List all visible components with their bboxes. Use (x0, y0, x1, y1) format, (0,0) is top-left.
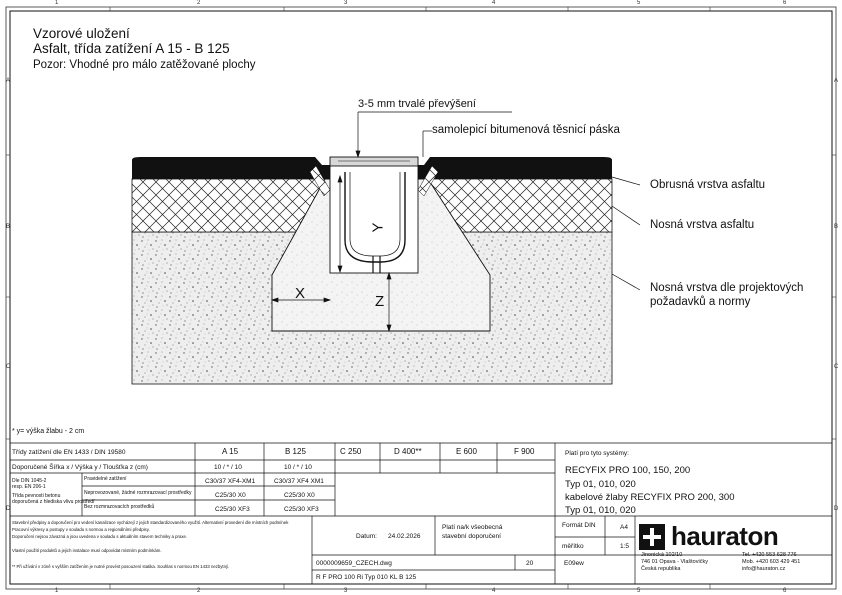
load-class: D 400** (394, 447, 422, 456)
concrete-value: C25/30 XF3 (284, 506, 319, 513)
concrete-row-label: Bez rozmrazovacích prostředků (84, 504, 155, 510)
load-class: B 125 (285, 447, 306, 456)
col-number: 5 (637, 588, 641, 594)
tape-label: samolepicí bitumenová těsnicí páska (432, 124, 620, 136)
part-name: R F PRO 100 Ri Typ 010 KL B 125 (316, 574, 417, 581)
norm-label: resp. EN 206-1 (12, 484, 46, 490)
load-class: F 900 (514, 447, 535, 456)
col-number: 5 (637, 0, 641, 6)
col-number: 3 (344, 0, 348, 6)
row-letter: B (6, 224, 11, 230)
concrete-value: C30/37 XF4-XM1 (205, 478, 256, 485)
mobile: Mob. +420 603 429 451 (742, 559, 801, 565)
row-letter: B (834, 224, 839, 230)
concrete-row-label: Pravidelné zatížení (84, 476, 127, 482)
col-number: 6 (783, 588, 787, 594)
address-line: Česká republika (641, 566, 681, 572)
concrete-row-label: Neprovozované, žádné rozmrazovací prostředky (84, 490, 192, 496)
legal-text: Doporučení nejsou závazná a jsou uvedena v souladu s aktuálním stavem techniky a praxe. (12, 534, 188, 539)
col-number: 4 (492, 588, 496, 594)
asphalt-wearing-left (132, 157, 330, 179)
load-row-label: Třídy zatížení dle EN 1433 / DIN 19580 (12, 449, 126, 456)
format-value: A4 (620, 524, 628, 531)
date-value: 24.02.2026 (388, 533, 421, 540)
dims-row-label: Doporučené Šířka x / Výška y / Tloušťka z (cm) (12, 464, 148, 471)
col-number: 3 (344, 588, 348, 594)
concrete-value: C25/30 X0 (284, 492, 315, 499)
subbase-label-line1: Nosná vrstva dle projektových (650, 282, 804, 294)
date-label: Datum: (356, 533, 377, 540)
dim-x-label: X (295, 285, 306, 302)
dim-y-label: Y (369, 222, 387, 233)
email: info@hauraton.cz (742, 566, 786, 572)
row-letter: C (834, 364, 839, 370)
concrete-value: C25/30 XF3 (215, 506, 250, 513)
system-item: Typ 01, 010, 020 (565, 479, 636, 490)
subbase-label-line2: požadavků a normy (650, 296, 751, 308)
edition: E09ew (564, 560, 584, 567)
legal-text: Pracovní výkresy a postupy v souladu s normou a regionálními předpisy. (12, 527, 150, 532)
sheet-count: 20 (526, 560, 534, 567)
address-line: 746 01 Opava - Vlaštovičky (641, 559, 708, 565)
wearing-layer-label: Obrusná vrstva asfaltu (650, 179, 766, 191)
drawing-note: Pozor: Vhodné pro málo zatěžované plochy (33, 59, 256, 71)
col-number: 2 (197, 588, 201, 594)
base-layer-label: Nosná vrstva asfaltu (650, 219, 755, 231)
dims-value: 10 / * / 10 (214, 464, 242, 471)
concrete-value: C30/37 XF4 XM1 (274, 478, 324, 485)
drawing-title: Vzorové uložení (33, 26, 130, 41)
row-letter: A (6, 78, 11, 84)
system-item: Typ 01, 010, 020 (565, 505, 636, 516)
systems-label: Platí pro tyto systémy: (565, 450, 629, 457)
norm-label: Dle DIN 1045-2 (12, 478, 47, 484)
concrete-label: doporučená z hlediska vlivu prostředí (12, 499, 95, 505)
grating (330, 157, 418, 166)
dim-z-label: Z (375, 293, 385, 310)
legal-text: ** Při užívání v zóně s vyšším zatížením je nutné provést posouzení statika. Souhlas s normou EN 1433 nezbytný. (12, 564, 230, 569)
address-line: Jinonická 102/10 (641, 552, 683, 558)
row-letter: C (6, 364, 11, 370)
concrete-value: C25/30 X0 (215, 492, 246, 499)
hauraton-logo-icon (639, 524, 665, 550)
drawing-subtitle: Asfalt, třída zatížení A 15 - B 125 (33, 41, 230, 56)
row-letter: A (834, 78, 839, 84)
file-name: 0000009659_CZECH.dwg (316, 560, 392, 567)
scale-value: 1:5 (620, 543, 630, 550)
phone: Tel. +420 553 628 776 (742, 552, 797, 558)
format-label: Formát DIN (562, 522, 596, 529)
row-letter: D (6, 506, 11, 512)
overhang-label: 3-5 mm trvalé převýšení (358, 98, 476, 110)
system-item: RECYFIX PRO 100, 150, 200 (565, 465, 691, 476)
row-letter: D (834, 506, 839, 512)
legal-text: Vlastní použití produktů a jejich instalace musí odpovídat místním podmínkám. (12, 548, 162, 553)
company-logo (639, 521, 778, 552)
concrete-label: Třída pevnosti betonu (12, 493, 61, 499)
col-number: 1 (55, 588, 59, 594)
asphalt-wearing-right (418, 157, 612, 179)
legal-text: Stavební předpisy a doporučení pro vedení kanalizace vycházejí z jejich standardizovaného využití. Alternativní provedení dle místních podmínek (12, 520, 289, 525)
col-number: 1 (55, 0, 59, 6)
validity-text: stavební doporučení (442, 533, 501, 540)
col-number: 6 (783, 0, 787, 6)
validity-text: Platí na/k všeobecná (442, 524, 503, 531)
col-number: 2 (197, 0, 201, 6)
scale-label: měřítko (562, 543, 584, 550)
load-class: A 15 (222, 447, 239, 456)
system-item: kabelové žlaby RECYFIX PRO 200, 300 (565, 492, 735, 503)
load-class: E 600 (456, 447, 477, 456)
footnote: * y= výška žlabu - 2 cm (12, 428, 85, 435)
load-class: C 250 (340, 447, 362, 456)
col-number: 4 (492, 0, 496, 6)
logo-wordmark: hauraton (671, 521, 779, 551)
dims-value: 10 / * / 10 (284, 464, 312, 471)
